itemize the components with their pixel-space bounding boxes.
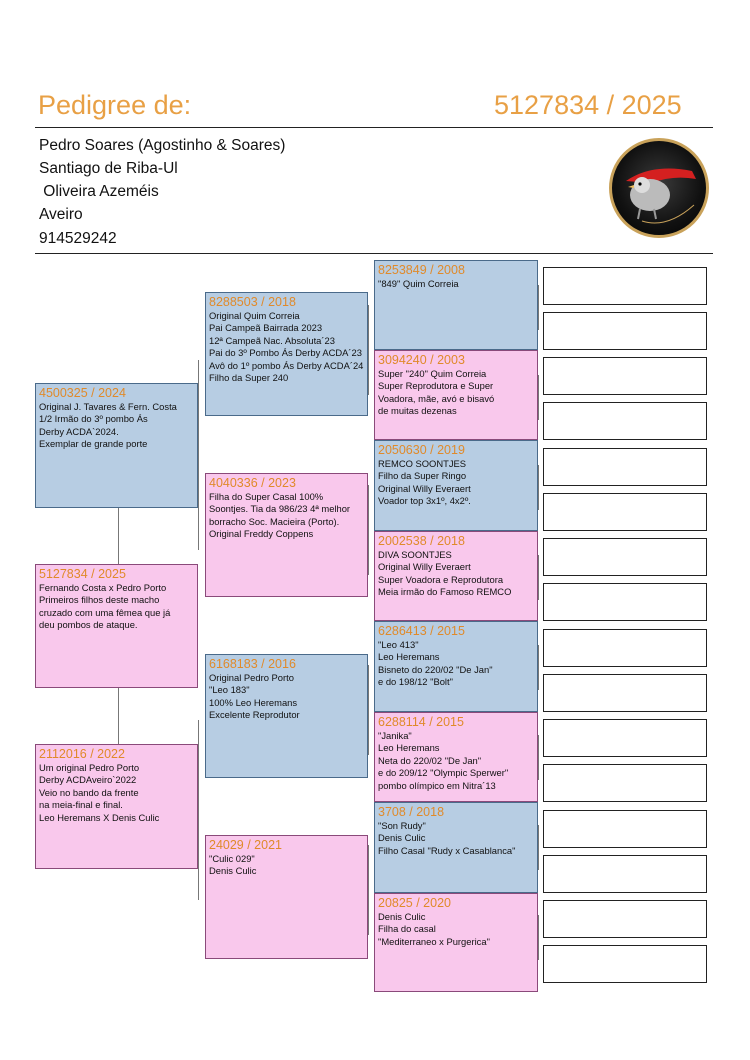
sire-sire-notes: Original Quim Correia Pai Campeã Bairrada 2023 12ª Campeã Nac. Absoluta´23 Pai do 3º Pombo Ás Derby ACDA´23 Avô do 1º pombo Ás Derby ACDA´24 Filho da Super 240 [209, 310, 364, 384]
ring-number: 5127834 / 2025 [494, 90, 682, 120]
empty-ancestor-box[interactable] [543, 448, 707, 486]
page-title: Pedigree de: [38, 90, 192, 120]
dam-ring: 2112016 / 2022 [39, 747, 125, 761]
dam-card[interactable] [35, 744, 198, 869]
great-grandparent-ring: 6286413 / 2015 [378, 624, 465, 638]
great-grandparent-ring: 3094240 / 2003 [378, 353, 465, 367]
great-grandparent-notes: "Son Rudy" Denis Culic Filho Casal "Rudy x Casablanca" [378, 820, 516, 856]
empty-ancestor-box[interactable] [543, 402, 707, 440]
empty-ancestor-box[interactable] [543, 900, 707, 938]
great-grandparent-card[interactable] [374, 712, 538, 802]
divider [35, 127, 713, 128]
dam-sire-ring: 6168183 / 2016 [209, 657, 296, 671]
dam-notes: Um original Pedro Porto Derby ACDAveiro`2022 Veio no bando da frente na meia-final e final. Leo Heremans X Denis Culic [39, 762, 160, 823]
great-grandparent-notes: "Janika" Leo Heremans Neta do 220/02 "De Jan" e do 209/12 "Olympic Sperwer" pombo olímpico em Nitra´13 [378, 730, 509, 791]
great-grandparent-card[interactable] [374, 621, 538, 712]
empty-ancestor-box[interactable] [543, 357, 707, 395]
great-grandparent-ring: 20825 / 2020 [378, 896, 451, 910]
subject-card[interactable] [35, 564, 198, 688]
great-grandparent-notes: REMCO SOONTJES Filho da Super Ringo Original Willy Everaert Voador top 3x1º, 4x2º. [378, 458, 471, 507]
sire-card[interactable] [35, 383, 198, 508]
sire-dam-notes: Filha do Super Casal 100% Soontjes. Tia da 986/23 4ª melhor borracho Soc. Macieira (Porto). Original Freddy Coppens [209, 491, 351, 540]
sire-sire-ring: 8288503 / 2018 [209, 295, 296, 309]
owner-district: Aveiro [39, 206, 83, 223]
empty-ancestor-box[interactable] [543, 267, 707, 305]
empty-ancestor-box[interactable] [543, 719, 707, 757]
dam-dam-card[interactable] [205, 835, 368, 959]
great-grandparent-notes: "849" Quim Correia [378, 278, 459, 289]
great-grandparent-card[interactable] [374, 531, 538, 621]
empty-ancestor-box[interactable] [543, 674, 707, 712]
empty-ancestor-box[interactable] [543, 810, 707, 848]
empty-ancestor-box[interactable] [543, 945, 707, 983]
empty-ancestor-box[interactable] [543, 855, 707, 893]
great-grandparent-ring: 8253849 / 2008 [378, 263, 465, 277]
pigeon-logo-icon [612, 141, 706, 235]
great-grandparent-card[interactable] [374, 802, 538, 893]
great-grandparent-notes: "Leo 413" Leo Heremans Bisneto do 220/02 "De Jan" e do 198/12 "Bolt" [378, 639, 493, 688]
divider [35, 253, 713, 254]
owner-phone: 914529242 [39, 230, 117, 247]
great-grandparent-ring: 3708 / 2018 [378, 805, 445, 819]
empty-ancestor-box[interactable] [543, 583, 707, 621]
great-grandparent-card[interactable] [374, 260, 538, 350]
empty-ancestor-box[interactable] [543, 764, 707, 802]
dam-dam-ring: 24029 / 2021 [209, 838, 282, 852]
empty-ancestor-box[interactable] [543, 629, 707, 667]
subject-ring: 5127834 / 2025 [39, 567, 126, 581]
dam-dam-notes: "Culic 029" Denis Culic [209, 853, 257, 877]
owner-name: Pedro Soares (Agostinho & Soares) [39, 137, 286, 154]
dam-sire-card[interactable] [205, 654, 368, 778]
great-grandparent-card[interactable] [374, 893, 538, 992]
great-grandparent-ring: 6288114 / 2015 [378, 715, 464, 729]
sire-sire-card[interactable] [205, 292, 368, 416]
sire-ring: 4500325 / 2024 [39, 386, 126, 400]
great-grandparent-ring: 2050630 / 2019 [378, 443, 465, 457]
great-grandparent-card[interactable] [374, 350, 538, 440]
great-grandparent-ring: 2002538 / 2018 [378, 534, 465, 548]
empty-ancestor-box[interactable] [543, 493, 707, 531]
owner-city: Oliveira Azeméis [39, 183, 159, 200]
dam-sire-notes: Original Pedro Porto "Leo 183" 100% Leo Heremans Excelente Reprodutor [209, 672, 300, 721]
great-grandparent-card[interactable] [374, 440, 538, 531]
sire-dam-ring: 4040336 / 2023 [209, 476, 296, 490]
owner-locality: Santiago de Riba-Ul [39, 160, 178, 177]
great-grandparent-notes: DIVA SOONTJES Original Willy Everaert Super Voadora e Reprodutora Meia irmão do Famoso REMCO [378, 549, 512, 598]
loft-logo [609, 138, 709, 238]
empty-ancestor-box[interactable] [543, 538, 707, 576]
sire-dam-card[interactable] [205, 473, 368, 597]
empty-ancestor-box[interactable] [543, 312, 707, 350]
subject-notes: Fernando Costa x Pedro Porto Primeiros filhos deste macho cruzado com uma fêmea que já deu pombos de ataque. [39, 582, 171, 631]
sire-notes: Original J. Tavares & Fern. Costa 1/2 Irmão do 3º pombo Ás Derby ACDA`2024. Exemplar de grande porte [39, 401, 177, 450]
great-grandparent-notes: Denis Culic Filha do casal "Mediterraneo x Purgerica" [378, 911, 490, 947]
great-grandparent-notes: Super "240" Quim Correia Super Reprodutora e Super Voadora, mãe, avó e bisavó de muitas dezenas [378, 368, 495, 417]
